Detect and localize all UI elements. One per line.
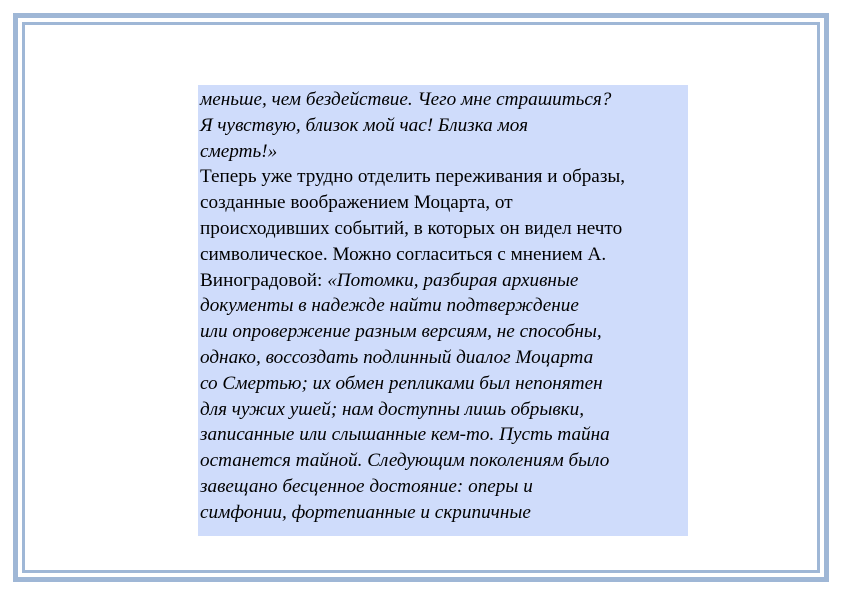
text-line <box>200 474 686 500</box>
text-line <box>200 397 686 423</box>
italic-quote-text: документы в надежде найти подтверждение <box>200 295 579 317</box>
text-line <box>200 216 686 242</box>
italic-quote-text: «Потомки, разбирая архивные <box>327 269 579 291</box>
text-line <box>200 139 686 165</box>
body-text: созданные воображением Моцарта, от <box>200 192 513 214</box>
text-line <box>200 319 686 345</box>
italic-quote-text: или опровержение разным версиям, не способны, <box>200 321 602 343</box>
text-line <box>200 242 686 268</box>
text-line <box>200 293 686 319</box>
quote-text-box <box>198 85 688 536</box>
italic-quote-text: завещано бесценное достояние: оперы и <box>200 475 533 497</box>
italic-quote-text: меньше, чем бездействие. Чего мне страшиться? <box>200 89 612 110</box>
text-line <box>200 164 686 190</box>
italic-quote-text: со Смертью; их обмен репликами был непонятен <box>200 372 603 394</box>
body-text: происходивших событий, в которых он видел нечто <box>200 217 623 239</box>
text-line <box>200 113 686 139</box>
body-text: символическое. Можно согласиться с мнением А. <box>200 243 607 265</box>
body-text: Теперь уже трудно отделить переживания и образы, <box>200 166 626 188</box>
text-line <box>200 268 686 294</box>
italic-quote-text: Я чувствую, близок мой час! Близка моя <box>200 114 529 136</box>
body-text: Виноградовой: <box>200 269 328 291</box>
italic-quote-text: записанные или слышанные кем-то. Пусть тайна <box>200 424 610 446</box>
italic-quote-text: симфонии, фортепианные и скрипичные <box>200 501 531 523</box>
text-line <box>200 422 686 448</box>
italic-quote-text: смерть!» <box>200 140 278 162</box>
text-line <box>200 87 686 113</box>
text-line <box>200 448 686 474</box>
text-line <box>200 345 686 371</box>
italic-quote-text: для чужих ушей; нам доступны лишь обрывки, <box>200 398 585 420</box>
text-line <box>200 190 686 216</box>
text-line <box>200 371 686 397</box>
italic-quote-text: однако, воссоздать подлинный диалог Моцарта <box>200 346 594 368</box>
text-line <box>200 500 686 526</box>
italic-quote-text: останется тайной. Следующим поколениям было <box>200 450 610 472</box>
